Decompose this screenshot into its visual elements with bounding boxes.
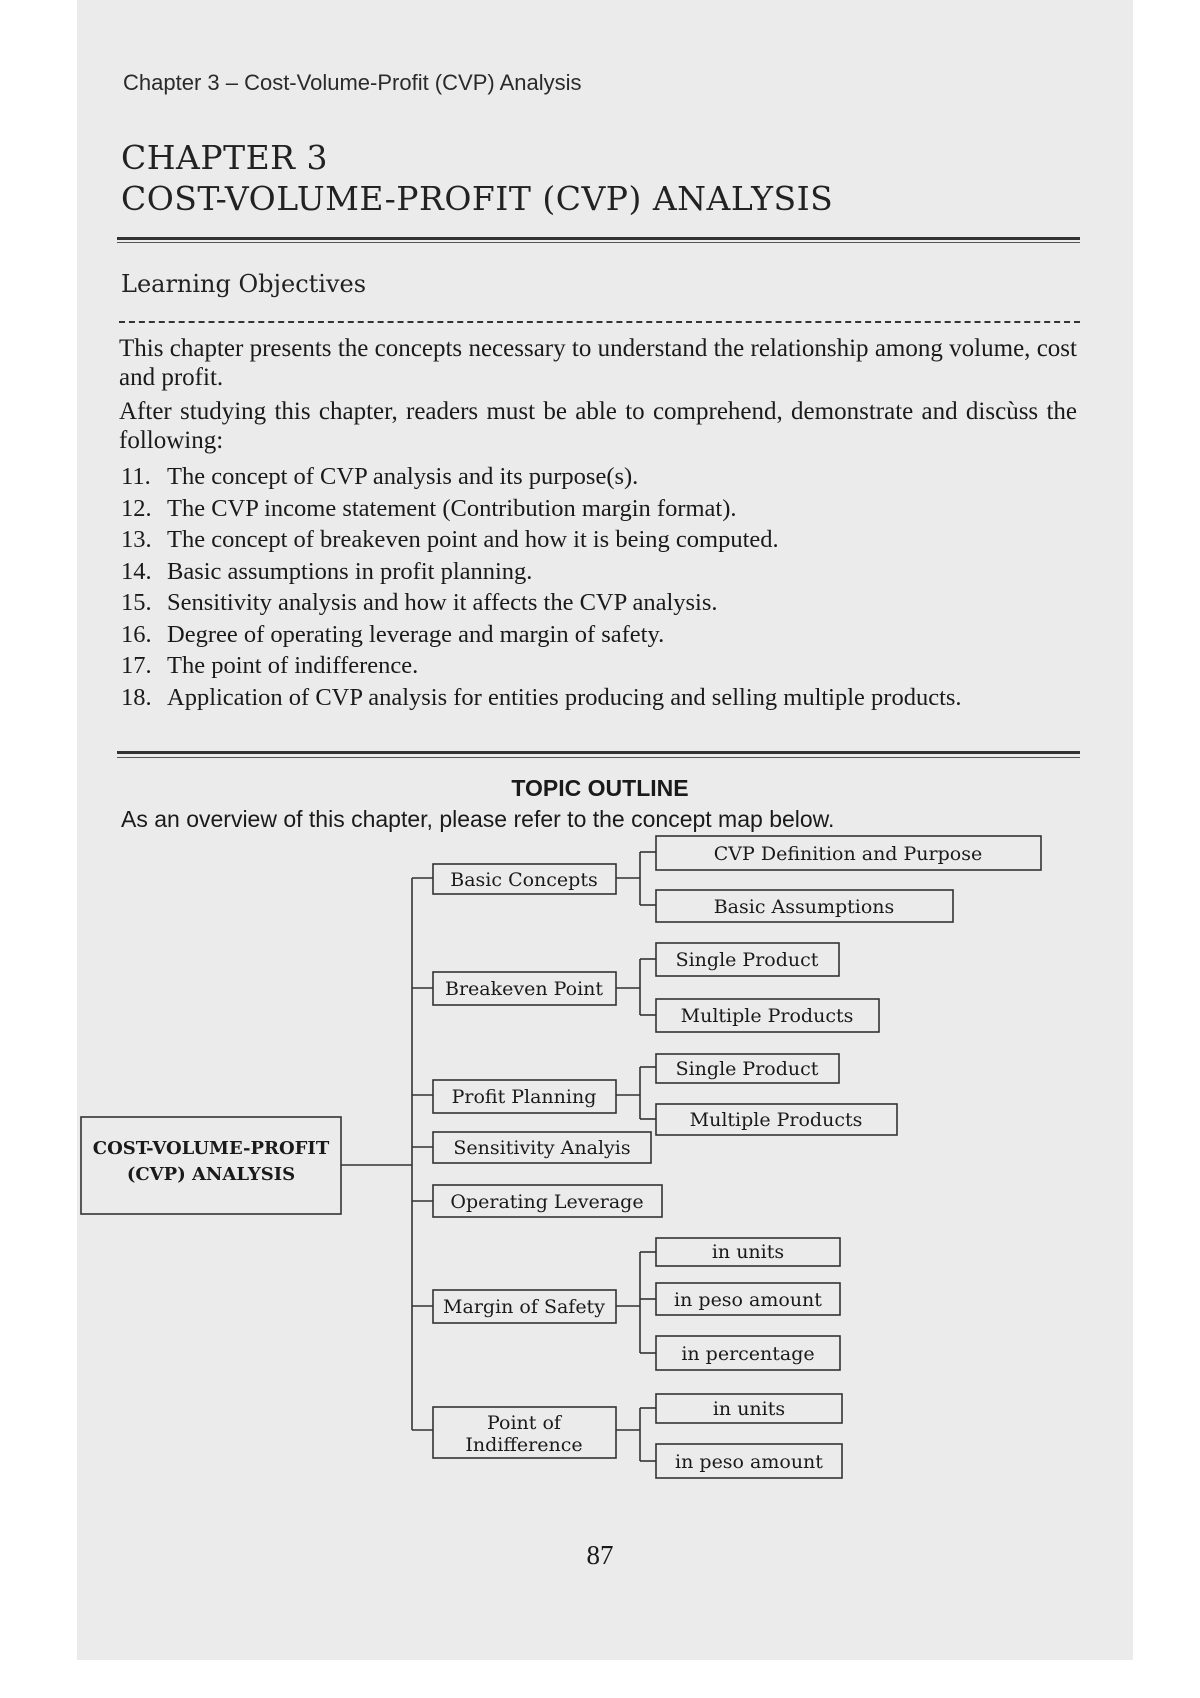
node-labels	[93, 843, 982, 1473]
sensitivity-label: Sensitivity Analyis	[453, 1137, 631, 1159]
mos-percentage-label: in percentage	[681, 1343, 815, 1365]
overview-text: As an overview of this chapter, please refer to the concept map below.	[121, 806, 835, 832]
page-number: 87	[586, 1540, 614, 1570]
intro-paragraph-1: This chapter presents the concepts necessary to understand the relationship among volume, cost and profit.	[119, 335, 1077, 391]
poi-units-label: in units	[712, 1398, 786, 1420]
bep-multiple-label: Multiple Products	[680, 1005, 854, 1027]
running-header: Chapter 3 – Cost-Volume-Profit (CVP) Analysis	[123, 70, 582, 95]
learning-objectives-heading: Learning Objectives	[121, 270, 367, 298]
intro-paragraph-2: After studying this chapter, readers must be able to comprehend, demonstrate and discùss the following:	[119, 398, 1077, 454]
breakeven-point-label: Breakeven Point	[444, 978, 604, 1000]
basic-concepts-label: Basic Concepts	[450, 869, 598, 891]
margin-of-safety-label: Margin of Safety	[443, 1296, 605, 1318]
root-label-2: (CVP) ANALYSIS	[126, 1164, 296, 1185]
indifference-label-1: Point of	[487, 1412, 561, 1434]
chapter-title: COST-VOLUME-PROFIT (CVP) ANALYSIS	[121, 179, 834, 218]
bep-single-label: Single Product	[675, 949, 819, 971]
indifference-label-2: Indifference	[465, 1434, 583, 1456]
list-item: 16. Degree of operating leverage and margin of safety.	[121, 620, 665, 648]
operating-leverage-label: Operating Leverage	[450, 1191, 644, 1213]
root-label-1: COST-VOLUME-PROFIT	[92, 1138, 330, 1159]
poi-peso-label: in peso amount	[675, 1451, 823, 1473]
topic-outline-heading: TOPIC OUTLINE	[511, 775, 689, 801]
mos-peso-label: in peso amount	[674, 1289, 822, 1311]
list-item: 11. The concept of CVP analysis and its purpose(s).	[121, 463, 639, 490]
mos-units-label: in units	[711, 1241, 785, 1263]
profit-planning-label: Profit Planning	[451, 1086, 597, 1108]
list-item: 17. The point of indifference.	[121, 652, 419, 679]
basic-assumptions-label: Basic Assumptions	[713, 896, 895, 918]
pp-multiple-label: Multiple Products	[689, 1109, 863, 1131]
list-item: 14. Basic assumptions in profit planning.	[121, 557, 533, 585]
chapter-number: CHAPTER 3	[121, 138, 328, 177]
list-item: 15. Sensitivity analysis and how it affects the CVP analysis.	[121, 589, 718, 616]
list-item: 18. Application of CVP analysis for entities producing and selling multiple products.	[121, 683, 962, 711]
cvp-definition-label: CVP Definition and Purpose	[713, 843, 983, 865]
list-item: 12. The CVP income statement (Contribution margin format).	[121, 494, 737, 522]
list-item: 13. The concept of breakeven point and how it is being computed.	[121, 526, 779, 553]
pp-single-label: Single Product	[675, 1058, 819, 1080]
